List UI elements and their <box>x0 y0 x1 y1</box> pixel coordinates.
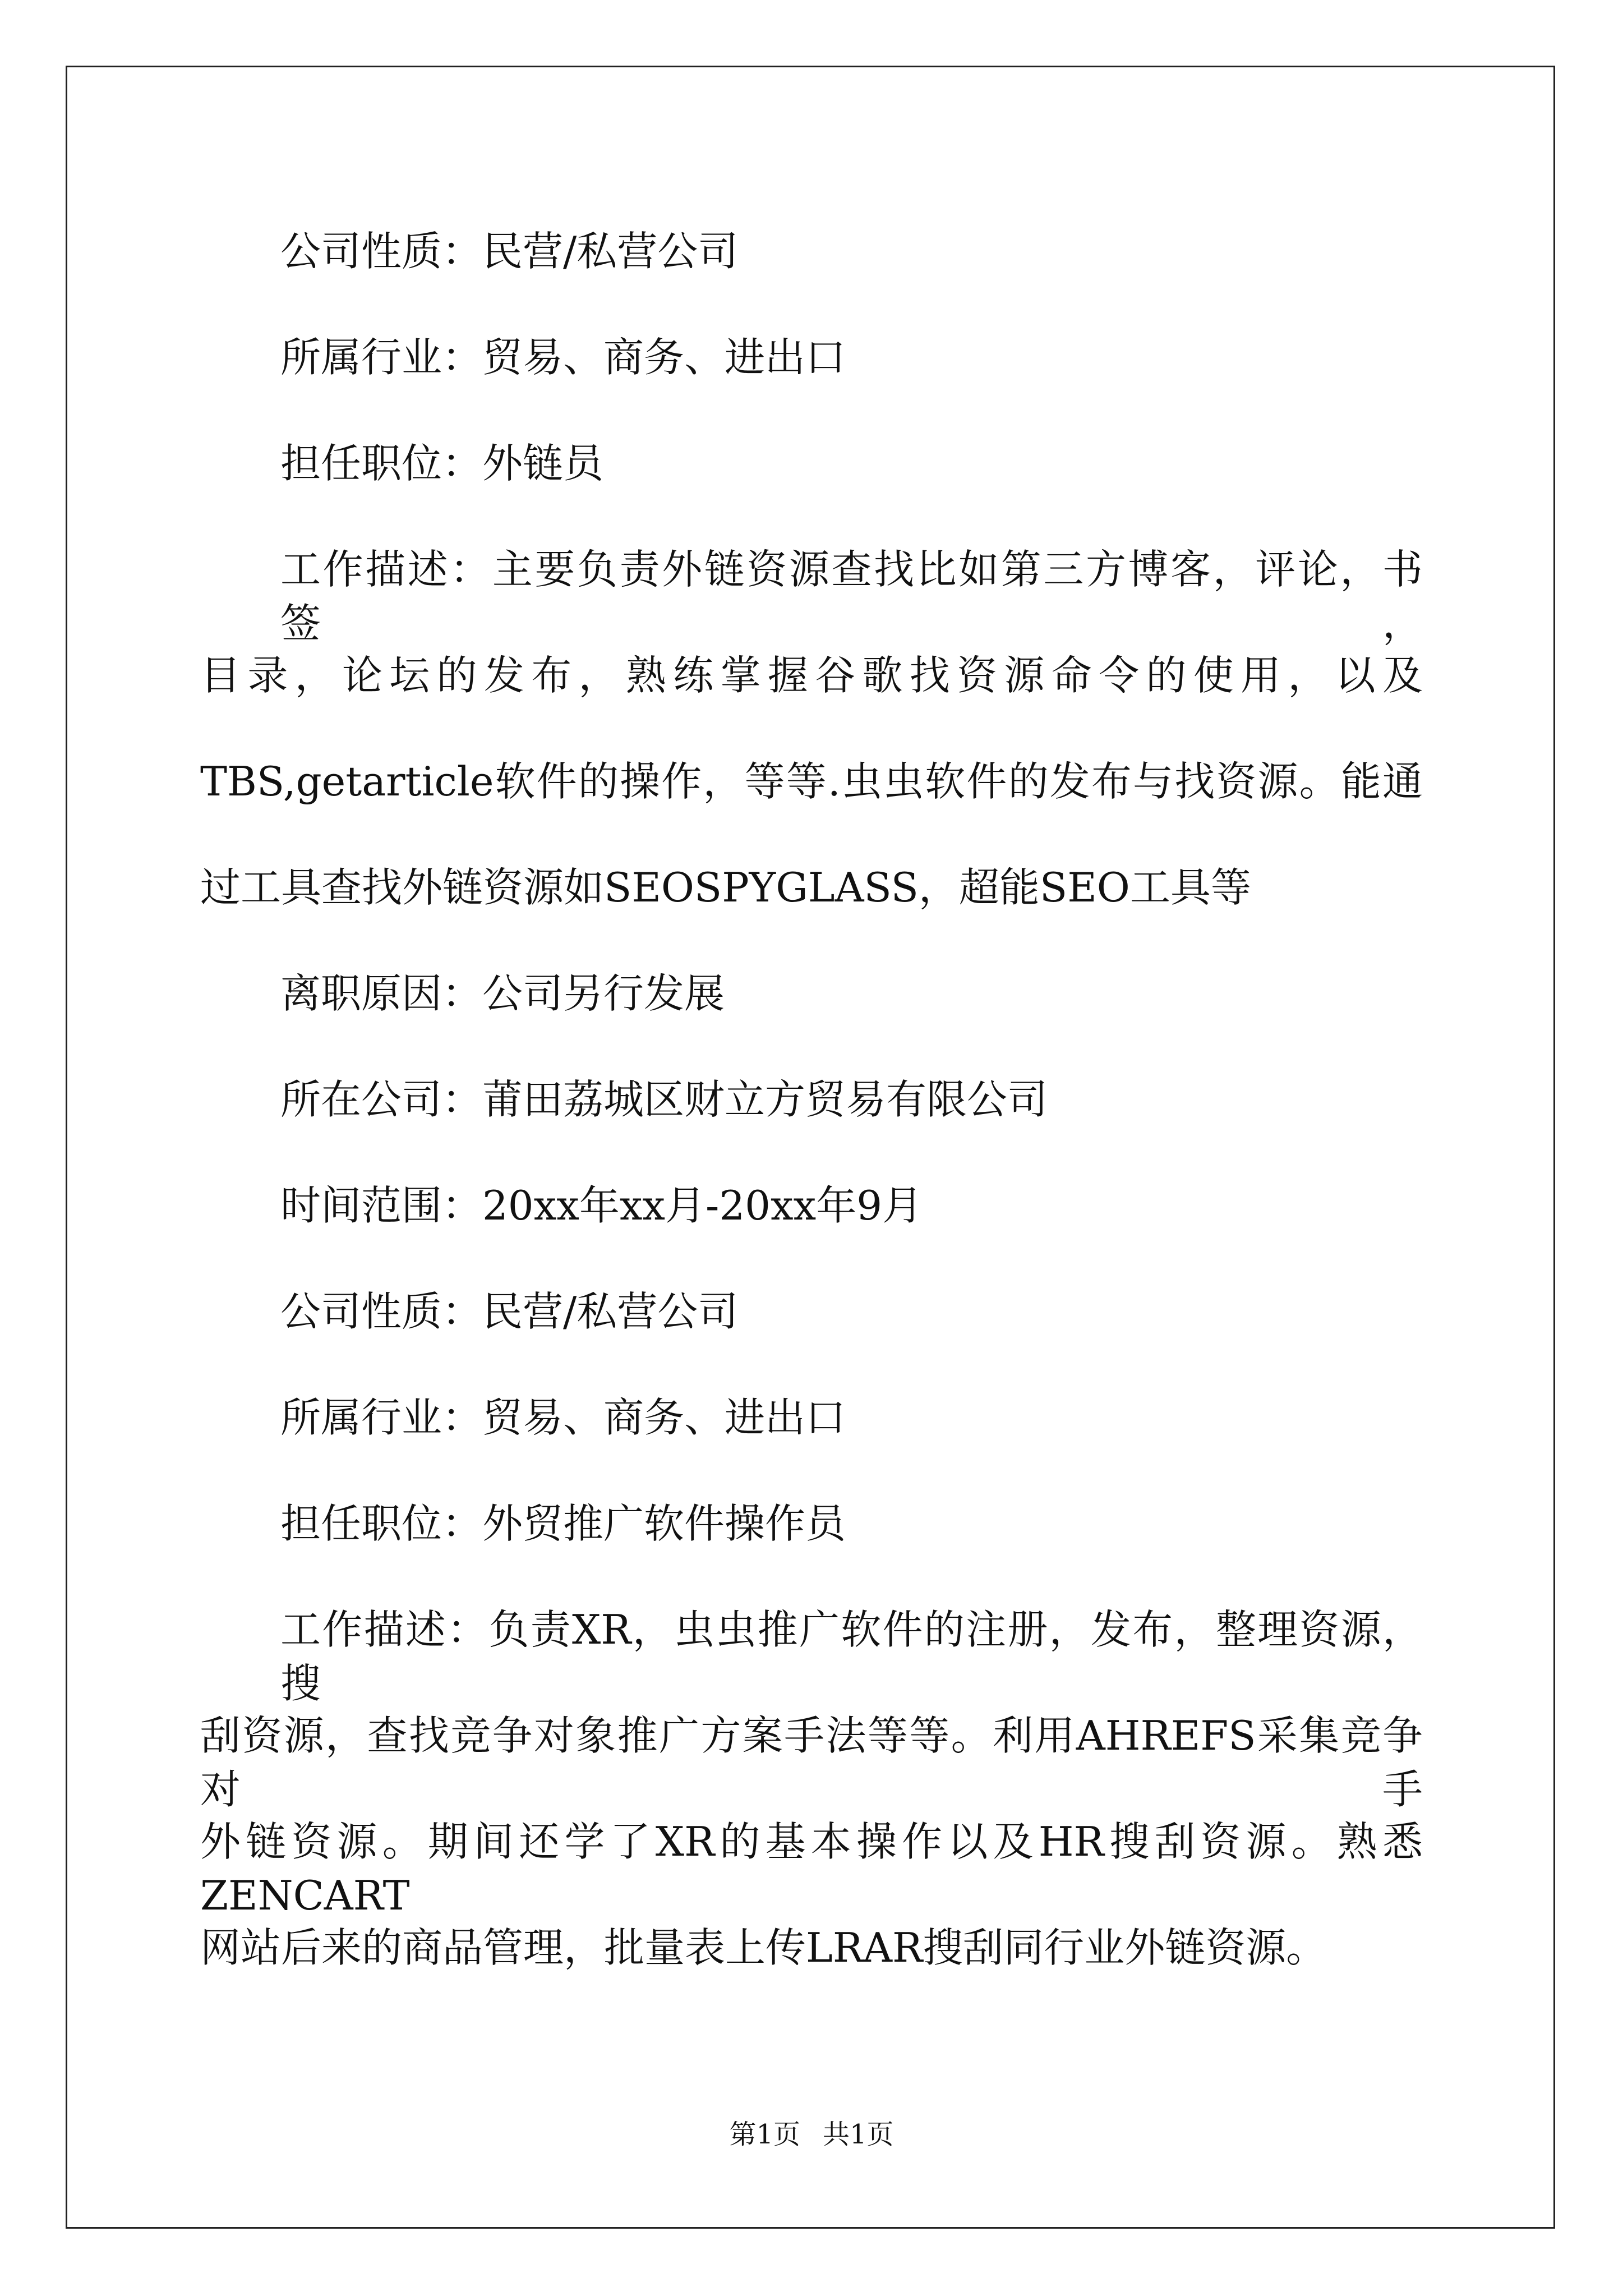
page-number: 第1页 <box>729 2119 800 2150</box>
page-footer <box>0 2118 1623 2151</box>
page-total: 共1页 <box>823 2119 894 2150</box>
line-company-type-1: 公司性质：民营/私营公司 <box>280 228 739 275</box>
line-job-desc-2-d: 网站后来的商品管理，批量表上传LRAR搜刮同行业外链资源。 <box>200 1924 1327 1971</box>
line-job-desc-2-b: 刮资源，查找竞争对象推广方案手法等等。利用AHREFS采集竞争对手 <box>200 1712 1423 1813</box>
line-position-2: 担任职位：外贸推广软件操作员 <box>280 1500 846 1547</box>
line-job-desc-1-d: 过工具查找外链资源如SEOSPYGLASS，超能SEO工具等 <box>200 864 1251 911</box>
line-position-1: 担任职位：外链员 <box>280 440 604 487</box>
line-company-name: 所在公司：莆田荔城区财立方贸易有限公司 <box>280 1076 1048 1123</box>
line-job-desc-1-b: 目录，论坛的发布，熟练掌握谷歌找资源命令的使用，以及 <box>200 652 1423 699</box>
line-industry-2: 所属行业：贸易、商务、进出口 <box>280 1394 846 1441</box>
line-time-range: 时间范围：20xx年xx月-20xx年9月 <box>280 1182 923 1229</box>
line-industry-1: 所属行业：贸易、商务、进出口 <box>280 334 846 381</box>
line-company-type-2: 公司性质：民营/私营公司 <box>280 1288 739 1335</box>
line-job-desc-1-c: TBS,getarticle软件的操作，等等.虫虫软件的发布与找资源。能通 <box>200 758 1423 805</box>
line-job-desc-2-c: 外链资源。期间还学了XR的基本操作以及HR搜刮资源。熟悉ZENCART <box>200 1818 1423 1919</box>
line-job-desc-1-a: 工作描述：主要负责外链资源查找比如第三方博客，评论，书签， <box>280 546 1423 647</box>
line-leave-reason: 离职原因：公司另行发展 <box>280 970 725 1017</box>
line-job-desc-2-a: 工作描述：负责XR，虫虫推广软件的注册，发布，整理资源，搜 <box>280 1606 1423 1707</box>
